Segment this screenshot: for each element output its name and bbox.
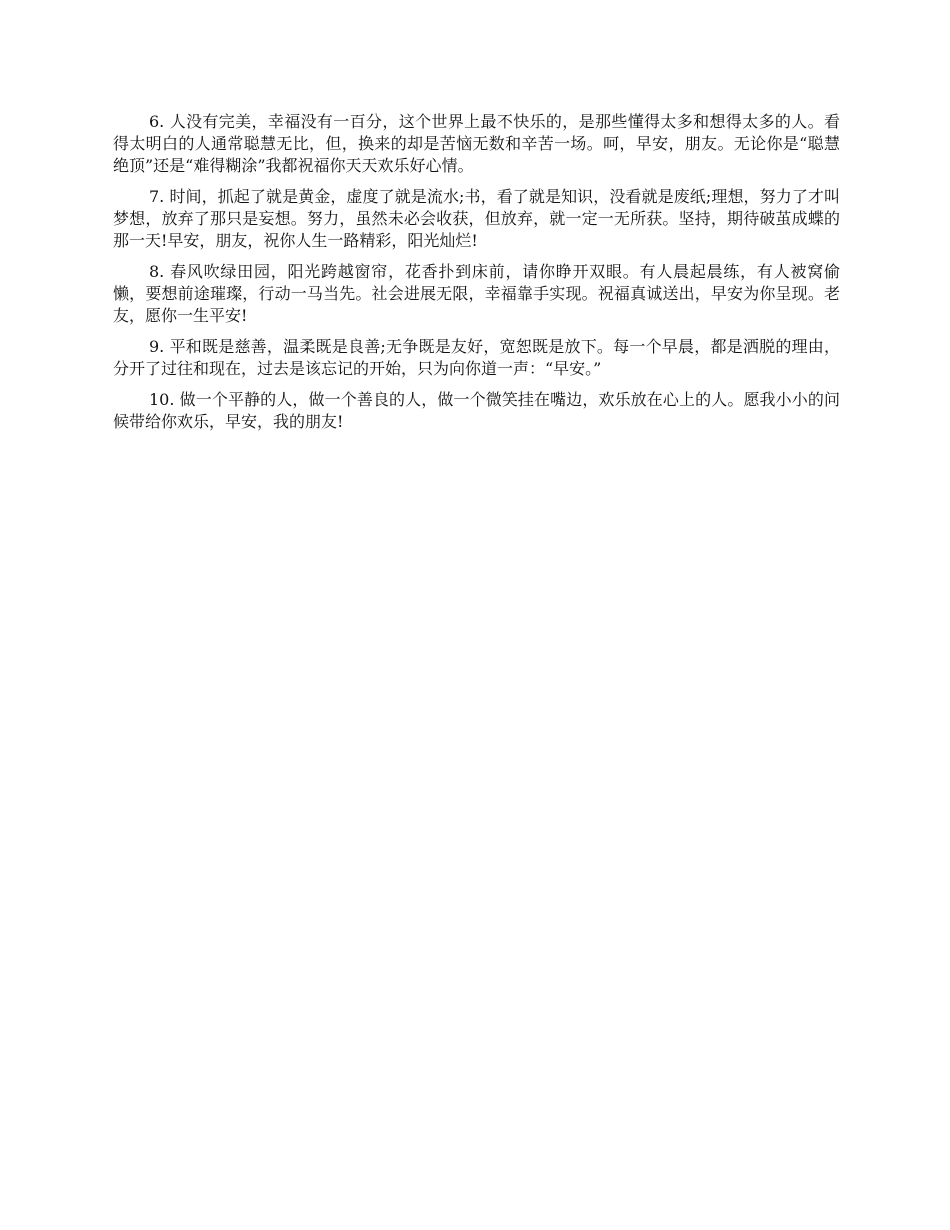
document-body: [113, 111, 840, 442]
paragraph-9: 9. 平和既是慈善，温柔既是良善;无争既是友好，宽恕既是放下。每一个早晨，都是洒脱的理由，分开了过往和现在，过去是该忘记的开始，只为向你道一声：“早安。”: [113, 337, 840, 378]
paragraph-10: 10. 做一个平静的人，做一个善良的人，做一个微笑挂在嘴边，欢乐放在心上的人。愿我小小的问候带给你欢乐，早安，我的朋友!: [113, 390, 840, 431]
paragraph-6: 6. 人没有完美，幸福没有一百分，这个世界上最不快乐的，是那些懂得太多和想得太多的人。看得太明白的人通常聪慧无比，但，换来的却是苦恼无数和辛苦一场。呵，早安，朋友。无论你是“聪慧绝顶”还是“难得糊涂”我都祝福你天天欢乐好心情。: [113, 112, 840, 175]
paragraph-7: 7. 时间，抓起了就是黄金，虚度了就是流水;书，看了就是知识，没看就是废纸;理想，努力了才叫梦想，放弃了那只是妄想。努力，虽然未必会收获，但放弃，就一定一无所获。坚持，期待破茧成蝶的那一天!早安，朋友，祝你人生一路精彩，阳光灿烂!: [113, 187, 840, 250]
paragraph-8: 8. 春风吹绿田园，阳光跨越窗帘，花香扑到床前，请你睁开双眼。有人晨起晨练，有人被窝偷懒，要想前途璀璨，行动一马当先。社会进展无限，幸福靠手实现。祝福真诚送出，早安为你呈现。老友，愿你一生平安!: [113, 262, 840, 325]
